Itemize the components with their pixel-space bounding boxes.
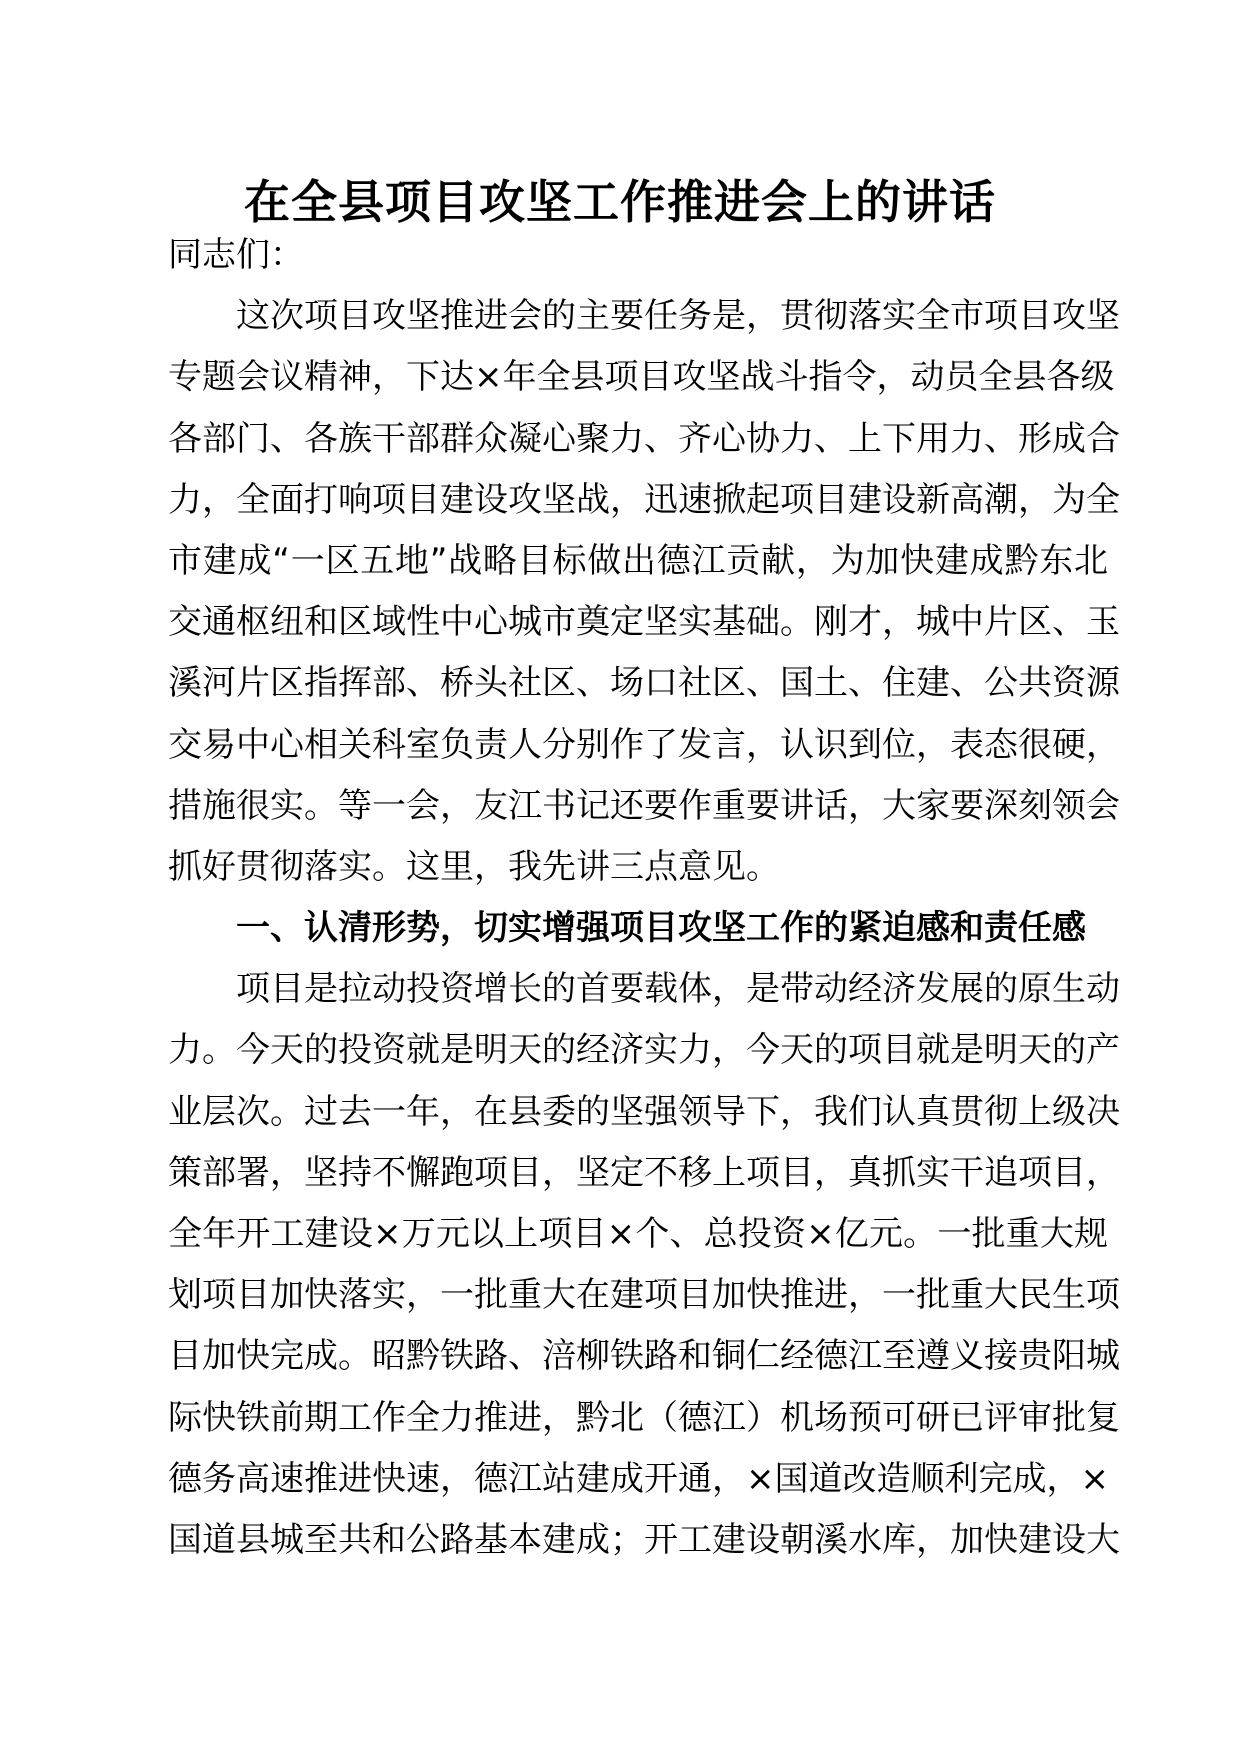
document-title: 在全县项目攻坚工作推进会上的讲话 xyxy=(244,175,996,229)
paragraph-2-line: 国道县城至共和公路基本建成；开工建设朝溪水库，加快建设大 xyxy=(168,1519,1120,1560)
paragraph-2-line: 策部署，坚持不懈跑项目，坚定不移上项目，真抓实干追项目， xyxy=(168,1152,1120,1193)
paragraph-2-line: 项目是拉动投资增长的首要载体，是带动经济发展的原生动 xyxy=(236,969,1120,1010)
paragraph-1-line: 市建成“一区五地”战略目标做出德江贡献，为加快建成黔东北 xyxy=(168,540,1108,581)
paragraph-1-line: 这次项目攻坚推进会的主要任务是，贯彻落实全市项目攻坚 xyxy=(236,296,1120,337)
paragraph-2-line: 业层次。过去一年，在县委的坚强领导下，我们认真贯彻上级决 xyxy=(168,1091,1120,1132)
paragraph-1-line: 专题会议精神，下达×年全县项目攻坚战斗指令，动员全县各级 xyxy=(168,357,1115,398)
paragraph-2-line: 目加快完成。昭黔铁路、涪柳铁路和铜仁经德江至遵义接贵阳城 xyxy=(168,1336,1120,1377)
paragraph-1-line: 交通枢纽和区域性中心城市奠定坚实基础。刚才，城中片区、玉 xyxy=(168,602,1120,643)
paragraph-1-line: 各部门、各族干部群众凝心聚力、齐心协力、上下用力、形成合 xyxy=(168,418,1120,459)
paragraph-2-line: 际快铁前期工作全力推进，黔北（德江）机场预可研已评审批复 xyxy=(168,1397,1120,1438)
paragraph-1-line: 抓好贯彻落实。这里，我先讲三点意见。 xyxy=(168,846,780,887)
document-body xyxy=(168,225,1120,1571)
paragraph-1-line: 溪河片区指挥部、桥头社区、场口社区、国土、住建、公共资源 xyxy=(168,663,1120,704)
paragraph-1-line: 交易中心相关科室负责人分别作了发言，认识到位，表态很硬， xyxy=(168,724,1120,765)
paragraph-2-line: 划项目加快落实，一批重大在建项目加快推进，一批重大民生项 xyxy=(168,1275,1120,1316)
salutation: 同志们： xyxy=(168,235,304,275)
paragraph-2-line: 全年开工建设×万元以上项目×个、总投资×亿元。一批重大规 xyxy=(168,1214,1108,1254)
paragraph-2-line: 力。今天的投资就是明天的经济实力，今天的项目就是明天的产 xyxy=(168,1030,1120,1071)
paragraph-2-line: 德务高速推进快速，德江站建成开通，×国道改造顺利完成，× xyxy=(168,1458,1109,1499)
paragraph-1-line: 力，全面打响项目建设攻坚战，迅速掀起项目建设新高潮，为全 xyxy=(168,479,1120,520)
section-heading-1: 一、认清形势，切实增强项目攻坚工作的紧迫感和责任感 xyxy=(236,908,1086,949)
paragraph-1-line: 措施很实。等一会，友江书记还要作重要讲话，大家要深刻领会 xyxy=(168,785,1120,826)
